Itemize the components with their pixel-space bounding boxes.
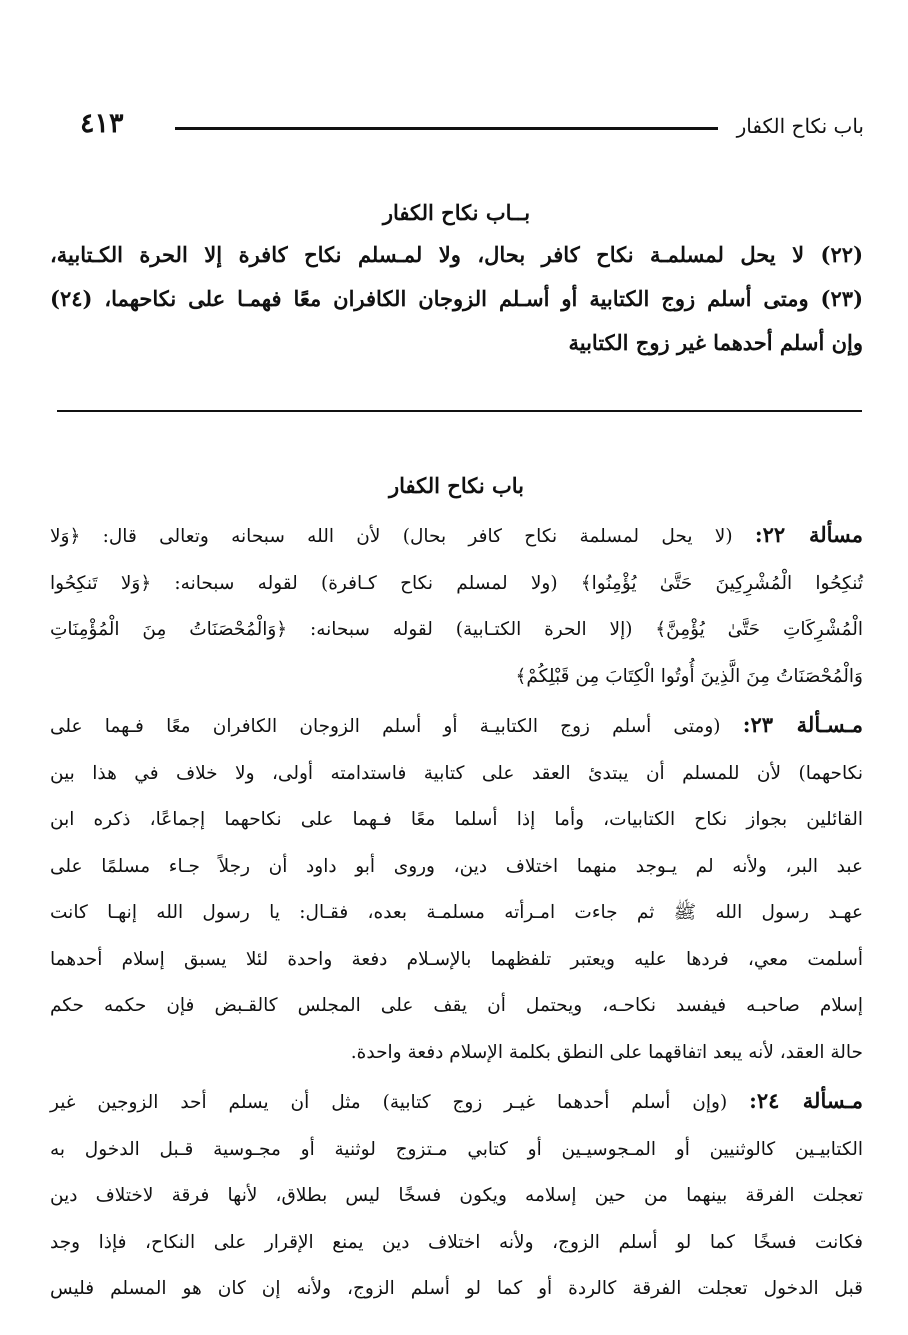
paragraph-line: عبد البر، ولأنه لم يـوجد منهما اختلاف دين، وروى أبو داود أن رجلاً جـاء مسلمًا على	[50, 855, 863, 877]
matn-block	[50, 200, 863, 365]
paragraph-line: نكاحهما) لأن للمسلم أن يبتدئ العقد على كتابية فاستدامته أولى، ولا خلاف في هذا بين	[50, 762, 863, 784]
paragraph-line: الْمُشْرِكَاتِ حَتَّىٰ يُؤْمِنَّ﴾ (إلا الحرة الكتـابية) لقوله سبحانه: ﴿وَالْمُحْصَنَاتُ مِنَ الْمُؤْمِنَاتِ	[50, 619, 863, 640]
running-title: باب نكاح الكفار	[736, 114, 864, 138]
masala-23-paragraph	[50, 702, 863, 1076]
paragraph-line: قبل الدخول تعجلت الفرقة كالردة أو كما لو أسلم الزوج، ولأنه إن كان هو المسلم فليس	[50, 1278, 863, 1299]
section-divider	[57, 410, 862, 412]
masala-24-paragraph	[50, 1078, 863, 1313]
paragraph-line: تعجلت الفرقة بينهما من حين إسلامه ويكون فسخًا ليس بطلاق، لأنها فرقة لاختلاف دين	[50, 1185, 863, 1206]
line-text: (لا يحل لمسلمة نكاح كافر بحال) لأن الله سبحانه وتعالى قال: ﴿وَلا	[50, 526, 733, 547]
paragraph-line: وَالْمُحْصَنَاتُ مِنَ الَّذِينَ أُوتُوا الْكِتَابَ مِن قَبْلِكُمْ﴾	[515, 665, 863, 687]
masala-label: مسألة ٢٢:	[754, 522, 863, 547]
paragraph-line: فكانت فسخًا كما لو أسلم الزوج، ولأنه اختلاف دين يمنع الإقرار على النكاح، فإذا وجد	[50, 1231, 863, 1253]
matn-line: (٢٢) لا يحل لمسلمـة نكاح كافر بحال، ولا لمـسلم نكاح كافرة إلا الحرة الكـتابية،	[50, 242, 863, 267]
masala-22-paragraph	[50, 512, 863, 700]
paragraph-line: الكتابيـين كالوثنيين أو المـجوسيـين أو كتابي مـتزوج لوثنية أو مجـوسية قـبل الدخول به	[50, 1138, 863, 1160]
paragraph-line: حالة العقد، لأنه يبعد اتفاقهما على النطق بكلمة الإسلام دفعة واحدة.	[350, 1041, 863, 1063]
matn-heading: بــاب نكاح الكفار	[382, 200, 531, 225]
masala-label: مـسألة ٢٤:	[749, 1088, 863, 1113]
paragraph-line	[50, 702, 863, 751]
paragraph-line: أسلمت معي، فردها عليه ويعتبر تلفظهما بالإسـلام دفعة واحدة لئلا يسبق إسلام أحدهما	[50, 948, 863, 970]
paragraph-line: القائلين بجواز نكاح الكتابيات، وأما إذا أسلما معًا فـهما على نكاحهما إجماعًا، ذكره ابن	[50, 809, 863, 830]
paragraph-line: عهـد رسول الله ﷺ ثم جاءت امـرأته مسلمـة بعده، فقـال: يا رسول الله إنهـا كانت	[50, 902, 863, 923]
matn-line: (٢٣) ومتى أسلم زوج الكتابية أو أسـلم الزوجان الكافران معًا فهمـا على نكاحهما، (٢٤)	[50, 286, 863, 311]
paragraph-line	[50, 512, 863, 561]
paragraph-line: إسلام صاحبـه فيفسد نكاحـه، ويحتمل أن يقف على المجلس كالقـبض فإن حكمه حكم	[50, 995, 863, 1016]
matn-line: وإن أسلم أحدهما غير زوج الكتابية	[568, 330, 863, 355]
commentary-heading: باب نكاح الكفار	[388, 473, 525, 498]
commentary-block	[50, 473, 863, 1315]
header-rule	[175, 127, 718, 130]
masala-label: مـسـألة ٢٣:	[742, 712, 863, 737]
line-text: (ومتى أسلم زوج الكتابيـة أو أسلم الزوجان الكافران معًا فـهما على	[50, 716, 721, 737]
paragraph-line	[50, 1078, 863, 1127]
paragraph-line: تُنكِحُوا الْمُشْرِكِينَ حَتَّىٰ يُؤْمِنُوا﴾ (ولا لمسلم نكاح كـافرة) لقوله سبحانه: ﴿وَلا تَنكِحُوا	[50, 572, 863, 594]
line-text: (وإن أسلم أحدهما غيـر زوج كتابية) مثل أن يسلم أحد الزوجين غير	[50, 1092, 728, 1113]
page-number: ٤١٣	[80, 108, 124, 139]
